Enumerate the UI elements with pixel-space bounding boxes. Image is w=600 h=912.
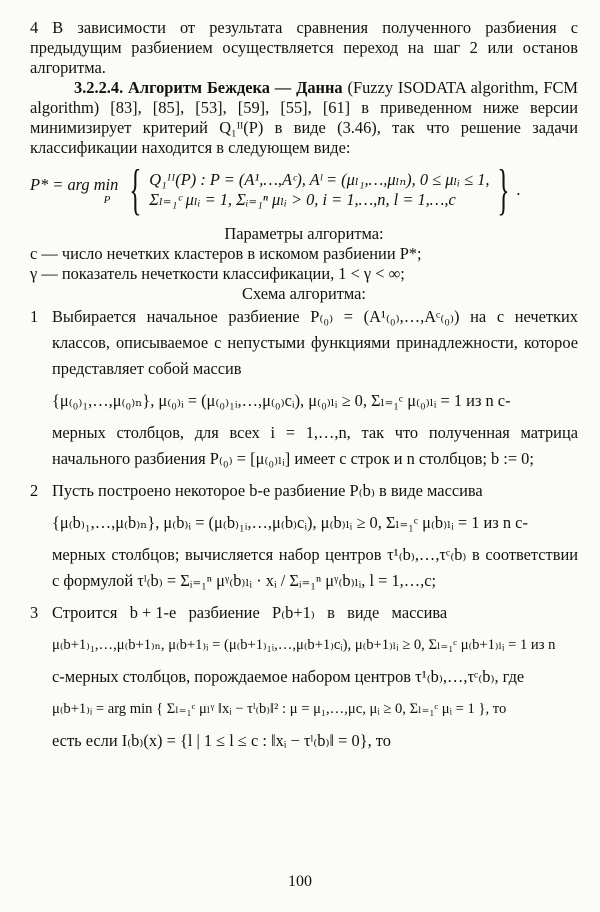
step-1 — [30, 304, 578, 472]
step-2-line2: мерных столбцов; вычисляется набор центров τ¹₍b₎,…,τᶜ₍b₎ в соответствии с формулой τˡ₍b₎ = Σᵢ₌₁ⁿ μᵞ₍b₎ₗᵢ · xᵢ / Σᵢ₌₁ⁿ μᵞ₍b₎ₗᵢ, l = 1,…,c; — [52, 545, 578, 590]
step-2-formula: {μ₍b₎₁,…,μ₍b₎ₙ}, μ₍b₎ᵢ = (μ₍b₎₁ᵢ,…,μ₍b₎cᵢ), μ₍b₎ₗᵢ ≥ 0, Σₗ₌₁ᶜ μ₍b₎ₗᵢ = 1 из n c- — [52, 513, 528, 532]
page-number: 100 — [288, 873, 312, 890]
main-formula-end: . — [516, 180, 521, 199]
right-brace: } — [496, 159, 509, 221]
heading-number: 3.2.2.4. — [74, 78, 124, 97]
params-title: Параметры алгоритма: — [224, 224, 384, 243]
main-formula-sub: P — [103, 193, 111, 206]
step-3-formula2: μ₍b+1₎ᵢ = arg min { Σₗ₌₁ᶜ μₗᵞ ‖xᵢ − τˡ₍b₎‖² : μ = μ₁,…,μc, μᵢ ≥ 0, Σₗ₌₁ᶜ μᵢ = 1 }, то — [52, 701, 507, 717]
step-2-line1: Пусть построено некоторое b-е разбиение P₍b₎ в виде массива — [52, 481, 483, 500]
step-1-line1: Выбирается начальное разбиение P₍₀₎ = (A¹₍₀₎,…,Aᶜ₍₀₎) на c нечетких классов, описываемое c непустыми функциями принадлежности, которое представляет собой массив — [52, 307, 578, 378]
step-2 — [30, 478, 578, 594]
page-content — [30, 18, 578, 754]
heading-body: (Fuzzy ISODATA algorithm, FCM algorithm) [83], [85], [53], [59], [55], [61] в приведенном ниже версии минимизирует критерий Q₁ᴵᴵ(P) в виде (3.46), так что решение задачи классификации находится в следующем виде: — [30, 78, 578, 157]
step4-paragraph: 4 В зависимости от результата сравнения полученного разбиения с предыдущим разбиением осуществляется переход на шаг 2 или останов алгоритма. — [30, 18, 578, 77]
step-1-line2: мерных столбцов, для всех i = 1,…,n, так что полученная матрица начального разбиения P₍₀₎ = [μ₍₀₎ₗᵢ] имеет c строк и n столбцов; b := 0; — [52, 423, 578, 468]
param-c: c — число нечетких кластеров в искомом разбиении P*; — [30, 244, 422, 263]
main-formula-line1: Q₁ᴵᴵ(P) : P = (A¹,…,Aᶜ), Aˡ = (μₗ₁,…,μₗₙ), 0 ≤ μₗᵢ ≤ 1, — [149, 170, 490, 189]
step-3-formula: μ₍b+1₎₁,…,μ₍b+1₎ₙ, μ₍b+1₎ᵢ = (μ₍b+1₎₁ᵢ,…,μ₍b+1₎cᵢ), μ₍b+1₎ₗᵢ ≥ 0, Σₗ₌₁ᶜ μ₍b+1₎ₗᵢ = 1 из n — [52, 637, 556, 653]
main-formula-lhs: P* = arg min — [30, 174, 119, 194]
param-gamma: γ — показатель нечеткости классификации, 1 < γ < ∞; — [30, 264, 405, 283]
main-formula-lines — [149, 170, 489, 210]
algorithm-heading — [30, 78, 578, 158]
step-3-number: 3 — [30, 603, 39, 622]
heading-title: Алгоритм Беждека — — [128, 78, 292, 97]
step-2-number: 2 — [30, 481, 39, 500]
scheme-title: Схема алгоритма: — [242, 284, 366, 303]
step-3-line2: c-мерных столбцов, порождаемое набором центров τ¹₍b₎,…,τᶜ₍b₎, где — [52, 667, 525, 686]
heading-intro-bold: Данна — [296, 78, 343, 97]
step-3 — [30, 600, 578, 754]
main-formula — [30, 159, 578, 221]
step-1-formula: {μ₍₀₎₁,…,μ₍₀₎ₙ}, μ₍₀₎ᵢ = (μ₍₀₎₁ᵢ,…,μ₍₀₎cᵢ), μ₍₀₎ₗᵢ ≥ 0, Σₗ₌₁ᶜ μ₍₀₎ₗᵢ = 1 из n c- — [52, 391, 511, 410]
main-formula-line2: Σₗ₌₁ᶜ μₗᵢ = 1, Σᵢ₌₁ⁿ μₗᵢ > 0, i = 1,…,n, l = 1,…,c — [149, 190, 456, 209]
step-1-number: 1 — [30, 307, 39, 326]
step-3-line1: Строится b + 1-е разбиение P₍b+1₎ в виде массива — [52, 603, 448, 622]
left-brace: { — [129, 159, 142, 221]
step-3-line3: есть если I₍b₎(x) = {l | 1 ≤ l ≤ c : ‖xᵢ − τˡ₍b₎‖ = 0}, то — [52, 731, 391, 750]
